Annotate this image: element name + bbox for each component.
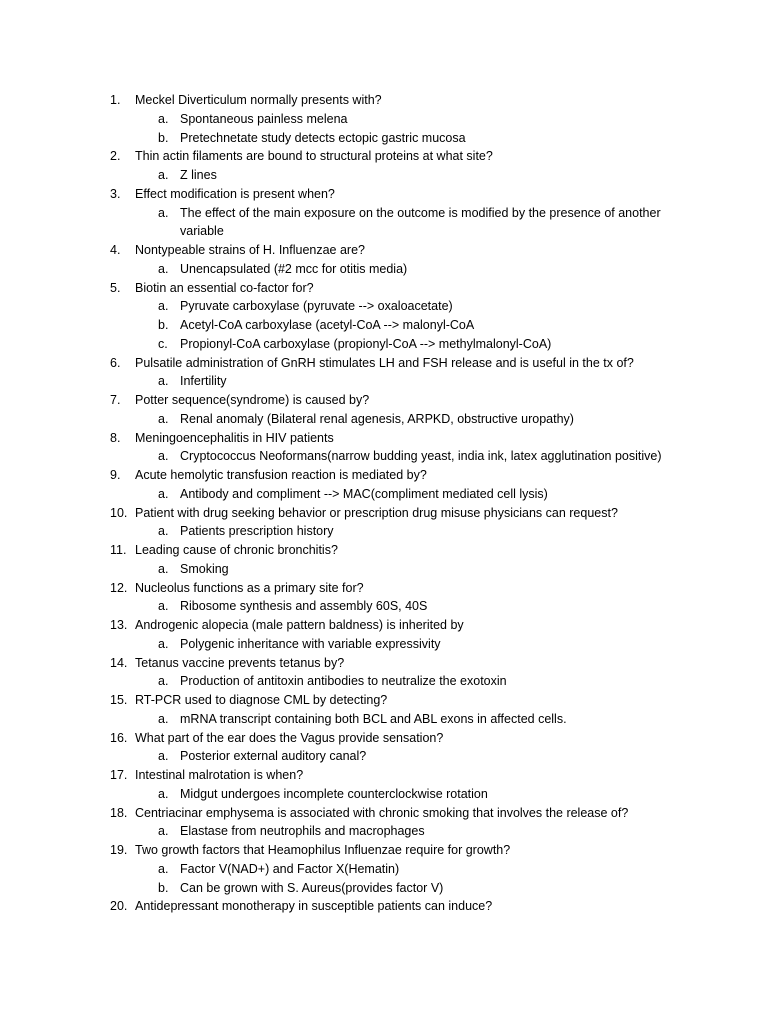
answer-text: mRNA transcript containing both BCL and ABL exons in affected cells. [180, 711, 567, 726]
answer-line [0, 785, 768, 804]
question-line [0, 504, 768, 523]
question-number: 8. [110, 430, 121, 445]
question-number: 17. [110, 768, 128, 782]
question-line [0, 185, 768, 204]
question-text: RT-PCR used to diagnose CML by detecting? [135, 693, 388, 707]
question-line [0, 354, 768, 373]
answer-letter: a. [158, 824, 169, 839]
answer-letter: a. [158, 861, 169, 876]
question-number: 18. [110, 805, 128, 820]
answer-line [0, 822, 768, 841]
question-item [0, 579, 768, 617]
answer-letter: a. [158, 674, 169, 689]
question-item [0, 897, 768, 916]
question-text: Pulsatile administration of GnRH stimulates LH and FSH release and is useful in the tx of? [135, 355, 634, 370]
question-item [0, 729, 768, 767]
document-page [0, 91, 768, 916]
question-number: 13. [110, 618, 128, 632]
answer-text: Infertility [180, 374, 227, 389]
answer-line [0, 597, 768, 616]
answer-letter: a. [158, 636, 169, 651]
answer-text: Unencapsulated (#2 mcc for otitis media) [180, 261, 408, 276]
answer-letter: a. [158, 486, 169, 501]
answer-text: Z lines [180, 168, 217, 182]
question-text: Biotin an essential co-factor for? [135, 280, 314, 295]
answer-letter: a. [158, 524, 169, 539]
question-number: 11. [110, 543, 127, 557]
answer-text: Posterior external auditory canal? [180, 749, 367, 764]
question-number: 10. [110, 505, 128, 520]
answer-letter: a. [158, 299, 169, 314]
answer-text: Can be grown with S. Aureus(provides factor V) [180, 880, 444, 895]
question-item [0, 466, 768, 504]
question-item [0, 654, 768, 692]
answer-text: Acetyl-CoA carboxylase (acetyl-CoA --> malonyl-CoA [180, 318, 475, 332]
question-line [0, 147, 768, 166]
answer-text: Polygenic inheritance with variable expressivity [180, 636, 441, 651]
answer-line [0, 447, 768, 466]
question-line [0, 654, 768, 673]
question-number: 1. [110, 93, 121, 107]
answer-text: Pyruvate carboxylase (pyruvate --> oxaloacetate) [180, 299, 453, 314]
question-line [0, 579, 768, 598]
question-text: Nontypeable strains of H. Influenzae are? [135, 243, 365, 257]
answer-letter: b. [158, 130, 169, 145]
answer-letter: a. [158, 374, 169, 389]
answer-line [0, 260, 768, 279]
question-number: 16. [110, 730, 128, 745]
answer-line [0, 297, 768, 316]
answer-line [0, 129, 768, 148]
question-text: Two growth factors that Heamophilus Influenzae require for growth? [135, 843, 511, 857]
answer-line [0, 335, 768, 354]
question-line [0, 766, 768, 785]
question-item [0, 616, 768, 654]
answer-text: Cryptococcus Neoformans(narrow budding yeast, india ink, latex agglutination positive) [180, 449, 662, 464]
answer-text: Ribosome synthesis and assembly 60S, 40S [180, 599, 428, 614]
answer-text: Production of antitoxin antibodies to neutralize the exotoxin [180, 674, 507, 689]
answer-line [0, 316, 768, 335]
answer-line [0, 485, 768, 504]
answer-text: Midgut undergoes incomplete counterclockwise rotation [180, 786, 488, 801]
question-line [0, 729, 768, 748]
answer-letter: c. [158, 336, 168, 351]
question-number: 2. [110, 149, 121, 164]
answer-letter: b. [158, 318, 169, 332]
question-number: 6. [110, 355, 121, 370]
answer-line [0, 879, 768, 898]
answer-text: Propionyl-CoA carboxylase (propionyl-CoA --> methylmalonyl-CoA) [180, 336, 552, 351]
answer-line [0, 372, 768, 391]
question-item [0, 541, 768, 579]
answer-letter: a. [158, 786, 169, 801]
question-text: Tetanus vaccine prevents tetanus by? [135, 655, 345, 670]
answer-line [0, 635, 768, 654]
answer-text: Renal anomaly (Bilateral renal agenesis, ARPKD, obstructive uropathy) [180, 411, 574, 426]
answer-letter: a. [158, 168, 169, 182]
question-item [0, 429, 768, 467]
question-text: Nucleolus functions as a primary site for? [135, 580, 364, 595]
answer-line [0, 710, 768, 729]
question-item [0, 391, 768, 429]
question-text: Acute hemolytic transfusion reaction is mediated by? [135, 468, 427, 482]
answer-line [0, 410, 768, 429]
question-number: 14. [110, 655, 128, 670]
question-number: 5. [110, 280, 121, 295]
question-text: Effect modification is present when? [135, 186, 335, 201]
question-number: 15. [110, 693, 128, 707]
question-text: Centriacinar emphysema is associated with chronic smoking that involves the release of? [135, 805, 629, 820]
answer-text: Patients prescription history [180, 524, 334, 539]
question-text: Intestinal malrotation is when? [135, 768, 304, 782]
question-item [0, 766, 768, 804]
question-text: Patient with drug seeking behavior or prescription drug misuse physicians can request? [135, 505, 618, 520]
answer-letter: a. [158, 749, 169, 764]
answer-line [0, 860, 768, 879]
answer-line [0, 560, 768, 579]
question-item [0, 91, 768, 147]
question-line [0, 616, 768, 635]
answer-line [0, 747, 768, 766]
question-line [0, 91, 768, 110]
question-item [0, 504, 768, 542]
question-text: What part of the ear does the Vagus provide sensation? [135, 730, 444, 745]
answer-line [0, 522, 768, 541]
answer-line [0, 204, 768, 242]
answer-text: Smoking [180, 561, 229, 576]
answer-line [0, 166, 768, 185]
answer-text: Spontaneous painless melena [180, 111, 348, 126]
question-text: Androgenic alopecia (male pattern baldness) is inherited by [135, 618, 464, 632]
answer-letter: a. [158, 111, 169, 126]
question-item [0, 354, 768, 392]
question-item [0, 147, 768, 185]
question-text: Thin actin filaments are bound to structural proteins at what site? [135, 149, 493, 164]
answer-letter: b. [158, 880, 169, 895]
answer-line [0, 672, 768, 691]
answer-letter: a. [158, 205, 169, 220]
question-text: Meningoencephalitis in HIV patients [135, 430, 334, 445]
answer-text: The effect of the main exposure on the outcome is modified by the presence of another variable [180, 205, 661, 239]
question-number: 19. [110, 843, 128, 857]
answer-text: Antibody and compliment --> MAC(compliment mediated cell lysis) [180, 486, 548, 501]
answer-text: Elastase from neutrophils and macrophages [180, 824, 425, 839]
question-line [0, 897, 768, 916]
question-item [0, 241, 768, 279]
question-line [0, 279, 768, 298]
question-number: 9. [110, 468, 121, 482]
answer-letter: a. [158, 261, 169, 276]
answer-text: Pretechnetate study detects ectopic gastric mucosa [180, 130, 466, 145]
answer-letter: a. [158, 561, 169, 576]
question-item [0, 804, 768, 842]
question-text: Antidepressant monotherapy in susceptible patients can induce? [135, 899, 493, 914]
answer-text: Factor V(NAD+) and Factor X(Hematin) [180, 861, 400, 876]
question-item [0, 185, 768, 241]
question-number: 12. [110, 580, 128, 595]
question-line [0, 541, 768, 560]
question-number: 20. [110, 899, 128, 914]
question-number: 7. [110, 393, 121, 407]
question-line [0, 429, 768, 448]
question-number: 3. [110, 186, 121, 201]
question-line [0, 841, 768, 860]
question-text: Potter sequence(syndrome) is caused by? [135, 393, 370, 407]
answer-line [0, 110, 768, 129]
question-item [0, 279, 768, 354]
question-line [0, 466, 768, 485]
question-line [0, 391, 768, 410]
question-item [0, 691, 768, 729]
answer-letter: a. [158, 411, 169, 426]
answer-letter: a. [158, 599, 169, 614]
answer-letter: a. [158, 711, 169, 726]
question-line [0, 691, 768, 710]
question-text: Leading cause of chronic bronchitis? [135, 543, 338, 557]
answer-letter: a. [158, 449, 169, 464]
question-line [0, 241, 768, 260]
question-text: Meckel Diverticulum normally presents with? [135, 93, 382, 107]
question-number: 4. [110, 243, 121, 257]
question-item [0, 841, 768, 897]
question-line [0, 804, 768, 823]
